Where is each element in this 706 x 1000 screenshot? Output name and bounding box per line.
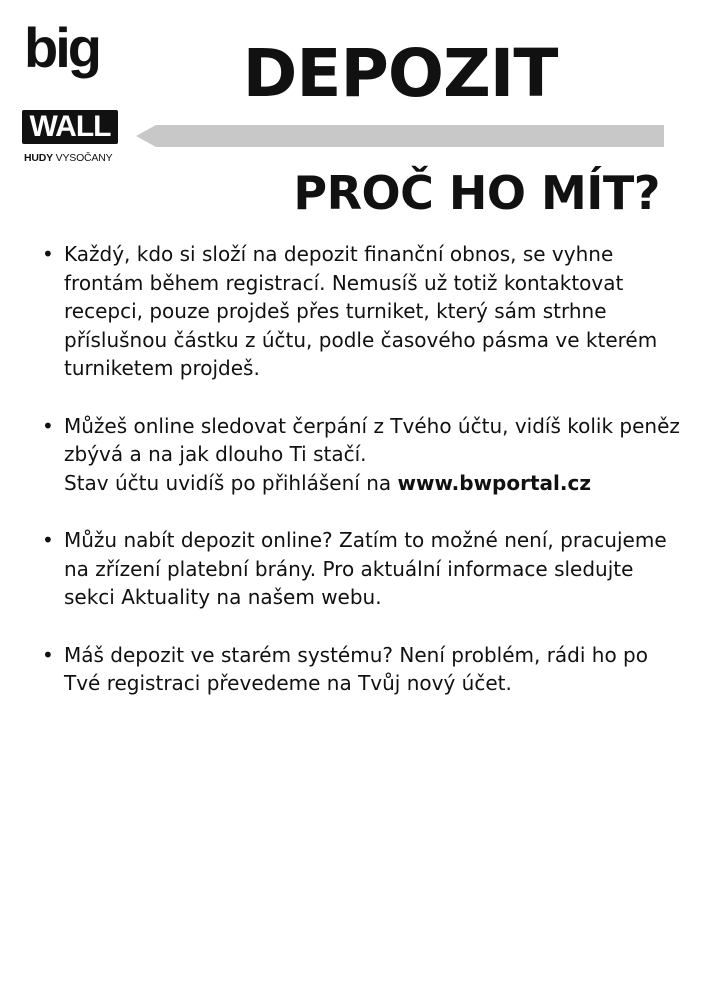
logo-wall-block [22, 110, 118, 144]
bullet-item-online-topup [42, 526, 682, 612]
bullet-item-old-system [42, 641, 682, 698]
bullet-list [42, 240, 682, 727]
bullet-text: Máš depozit ve starém systému? Není problém, rádi ho po Tvé registraci převedeme na Tvůj nový účet. [64, 642, 648, 695]
bullet-text-prefix: Stav účtu uvidíš po přihlášení na [64, 470, 398, 495]
page-subtitle: PROČ HO MÍT? [293, 166, 660, 220]
bullet-text-line2 [64, 469, 682, 498]
bullet-dot: • [42, 242, 54, 266]
band-shape [136, 125, 664, 147]
page-title: DEPOZIT [242, 35, 558, 112]
logo-wall-text: WALL [29, 110, 111, 143]
logo-big-text: big [24, 16, 99, 79]
bullet-item-turnstile [42, 240, 682, 383]
bullet-dot: • [42, 642, 54, 667]
bullet-dot: • [42, 413, 54, 438]
bullet-text: Můžeš online sledovat čerpání z Tvého účtu, vidíš kolik peněz zbývá a na jak dlouho Ti stačí. [64, 413, 680, 466]
logo-subtitle [24, 152, 112, 164]
logo-subtitle-bold: HUDY [24, 152, 53, 164]
bullet-text: Každý, kdo si složí na depozit finanční obnos, se vyhne frontám během registrací. Nemusíš už totiž kontaktovat recepci, pouze projdeš přes turniket, který sám strhne příslušnou částku z účtu, podle časového pásma ve kterém turniketem projdeš. [64, 242, 658, 380]
portal-url: www.bwportal.cz [397, 470, 591, 495]
logo-subtitle-regular: VYSOČANY [52, 152, 113, 164]
big-wall-logo [22, 16, 122, 164]
gray-arrow-band [136, 125, 664, 147]
bullet-text: Můžu nabít depozit online? Zatím to možné není, pracujeme na zřízení platební brány. Pro aktuální informace sledujte sekci Aktuality na našem webu. [64, 528, 667, 609]
bullet-item-online-tracking [42, 412, 682, 498]
bullet-dot: • [42, 528, 54, 552]
